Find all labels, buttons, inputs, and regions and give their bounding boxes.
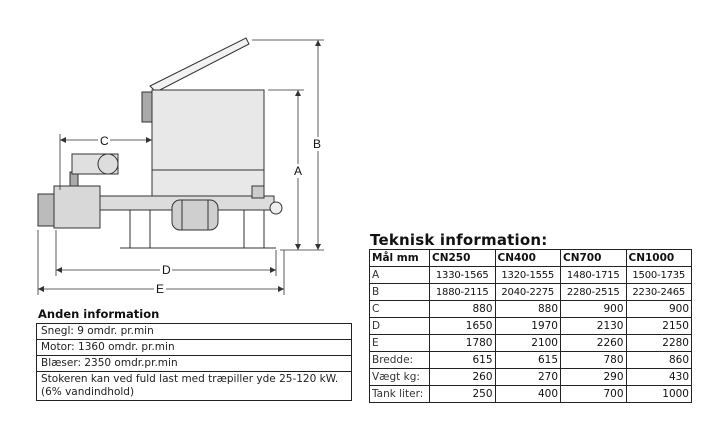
table-cell: 2150 [626,318,692,335]
table-row [370,318,692,335]
hopper-lid [150,38,249,92]
row-label: E [370,335,430,352]
table-cell: 1650 [430,318,496,335]
table-cell: 260 [430,369,496,386]
info-row-blower: Blæser: 2350 omdr.pr.min [36,355,352,371]
info-row-motor: Motor: 1360 omdr. pr.min [36,339,352,355]
header-cell: CN700 [561,250,627,267]
hopper-body [152,90,264,198]
burner-head [38,194,54,226]
table-row [370,369,692,386]
row-label: Vægt kg: [370,369,430,386]
other-info-section [36,307,352,401]
header-cell: CN1000 [626,250,692,267]
table-cell: 2100 [495,335,561,352]
motor [172,200,218,230]
table-row [370,284,692,301]
info-row-capacity: Stokeren kan ved fuld last med træpiller yde 25-120 kW. (6% vandindhold) [36,371,352,401]
table-cell: 2280-2515 [561,284,627,301]
table-cell: 1880-2115 [430,284,496,301]
row-label: Tank liter: [370,386,430,403]
table-row [370,386,692,403]
other-info-title: Anden information [38,307,160,321]
table-cell: 615 [430,352,496,369]
table-cell: 615 [495,352,561,369]
table-cell: 2130 [561,318,627,335]
row-label: D [370,318,430,335]
dimension-e-label: E [156,282,165,296]
table-cell: 2280 [626,335,692,352]
stoker-technical-drawing [0,0,360,305]
table-cell: 1780 [430,335,496,352]
table-cell: 2260 [561,335,627,352]
table-cell: 900 [626,301,692,318]
dimension-b-label: B [313,137,322,151]
table-cell: 400 [495,386,561,403]
table-cell: 700 [561,386,627,403]
table-row [370,352,692,369]
table-cell: 270 [495,369,561,386]
header-cell: CN250 [430,250,496,267]
row-label: A [370,267,430,284]
dimension-d-label: D [162,263,171,277]
table-cell: 430 [626,369,692,386]
table-cell: 780 [561,352,627,369]
table-cell: 2230-2465 [626,284,692,301]
header-cell: Mål mm [370,250,430,267]
table-cell: 880 [495,301,561,318]
row-label: Bredde: [370,352,430,369]
table-cell: 250 [430,386,496,403]
table-header-row [370,250,692,267]
table-row [370,301,692,318]
dimension-a-label: A [294,164,303,178]
tech-spec-table [369,249,692,403]
header-cell: CN400 [495,250,561,267]
table-row [370,335,692,352]
table-cell: 1000 [626,386,692,403]
row-label: B [370,284,430,301]
table-cell: 1480-1715 [561,267,627,284]
table-cell: 860 [626,352,692,369]
table-cell: 1970 [495,318,561,335]
tech-info-title: Teknisk information: [370,231,548,249]
table-cell: 290 [561,369,627,386]
table-cell: 1500-1735 [626,267,692,284]
table-cell: 900 [561,301,627,318]
other-info-list [36,323,352,401]
tech-info-section [369,231,692,403]
table-cell: 2040-2275 [495,284,561,301]
table-row [370,267,692,284]
table-cell: 1330-1565 [430,267,496,284]
table-cell: 880 [430,301,496,318]
table-cell: 1320-1555 [495,267,561,284]
dimension-c-label: C [100,134,109,148]
burner-body [54,186,100,228]
info-row-screw: Snegl: 9 omdr. pr.min [36,323,352,339]
row-label: C [370,301,430,318]
